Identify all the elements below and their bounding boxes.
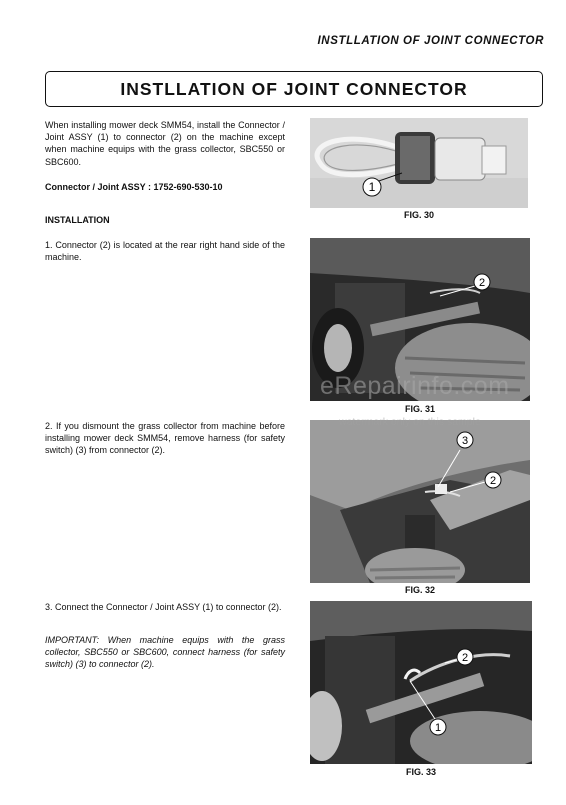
title-box	[45, 71, 543, 107]
fig31-caption: FIG. 31	[404, 404, 435, 414]
installation-heading: INSTALLATION	[45, 215, 110, 225]
page-title: INSTLLATION OF JOINT CONNECTOR	[120, 78, 468, 99]
fig31-callout-2: 2	[478, 277, 486, 289]
step-2: 2. If you dismount the grass collector from machine before installing mower deck SMM54, remove harness (for safety switch) (3) from connector (2).	[45, 421, 285, 456]
part-number: Connector / Joint ASSY : 1752-690-530-10	[45, 182, 223, 192]
fig33-photo	[310, 601, 532, 764]
step-1: 1. Connector (2) is located at the rear right hand side of the machine.	[45, 240, 285, 263]
fig33-caption: FIG. 33	[405, 767, 436, 777]
fig30-callout-1: 1	[368, 180, 376, 194]
intro-text: When installing mower deck SMM54, install the Connector / Joint ASSY (1) to connector (2) on the machine except when machine equips with the grass collector, SBC550 or SBC600.	[45, 120, 285, 167]
watermark-main: eRepairinfo.com	[320, 372, 510, 400]
fig30-photo	[310, 118, 528, 208]
step-3: 3. Connect the Connector / Joint ASSY (1) to connector (2).	[45, 602, 282, 612]
fig30-caption: FIG. 30	[403, 210, 434, 220]
fig32-callout-2: 2	[489, 475, 497, 487]
watermark-sub: watermark only on this sample	[339, 416, 481, 428]
fig33-callout-1: 1	[434, 722, 442, 734]
fig33-callout-2: 2	[461, 652, 469, 664]
fig32-callout-3: 3	[461, 435, 469, 447]
important-note: IMPORTANT: When machine equips with the grass collector, SBC550 or SBC600, connect harness (for safety switch) (3) to connector (2).	[45, 635, 285, 670]
fig32-photo	[310, 420, 530, 583]
page-header: INSTLLATION OF JOINT CONNECTOR	[317, 35, 544, 47]
fig32-caption: FIG. 32	[404, 585, 435, 595]
